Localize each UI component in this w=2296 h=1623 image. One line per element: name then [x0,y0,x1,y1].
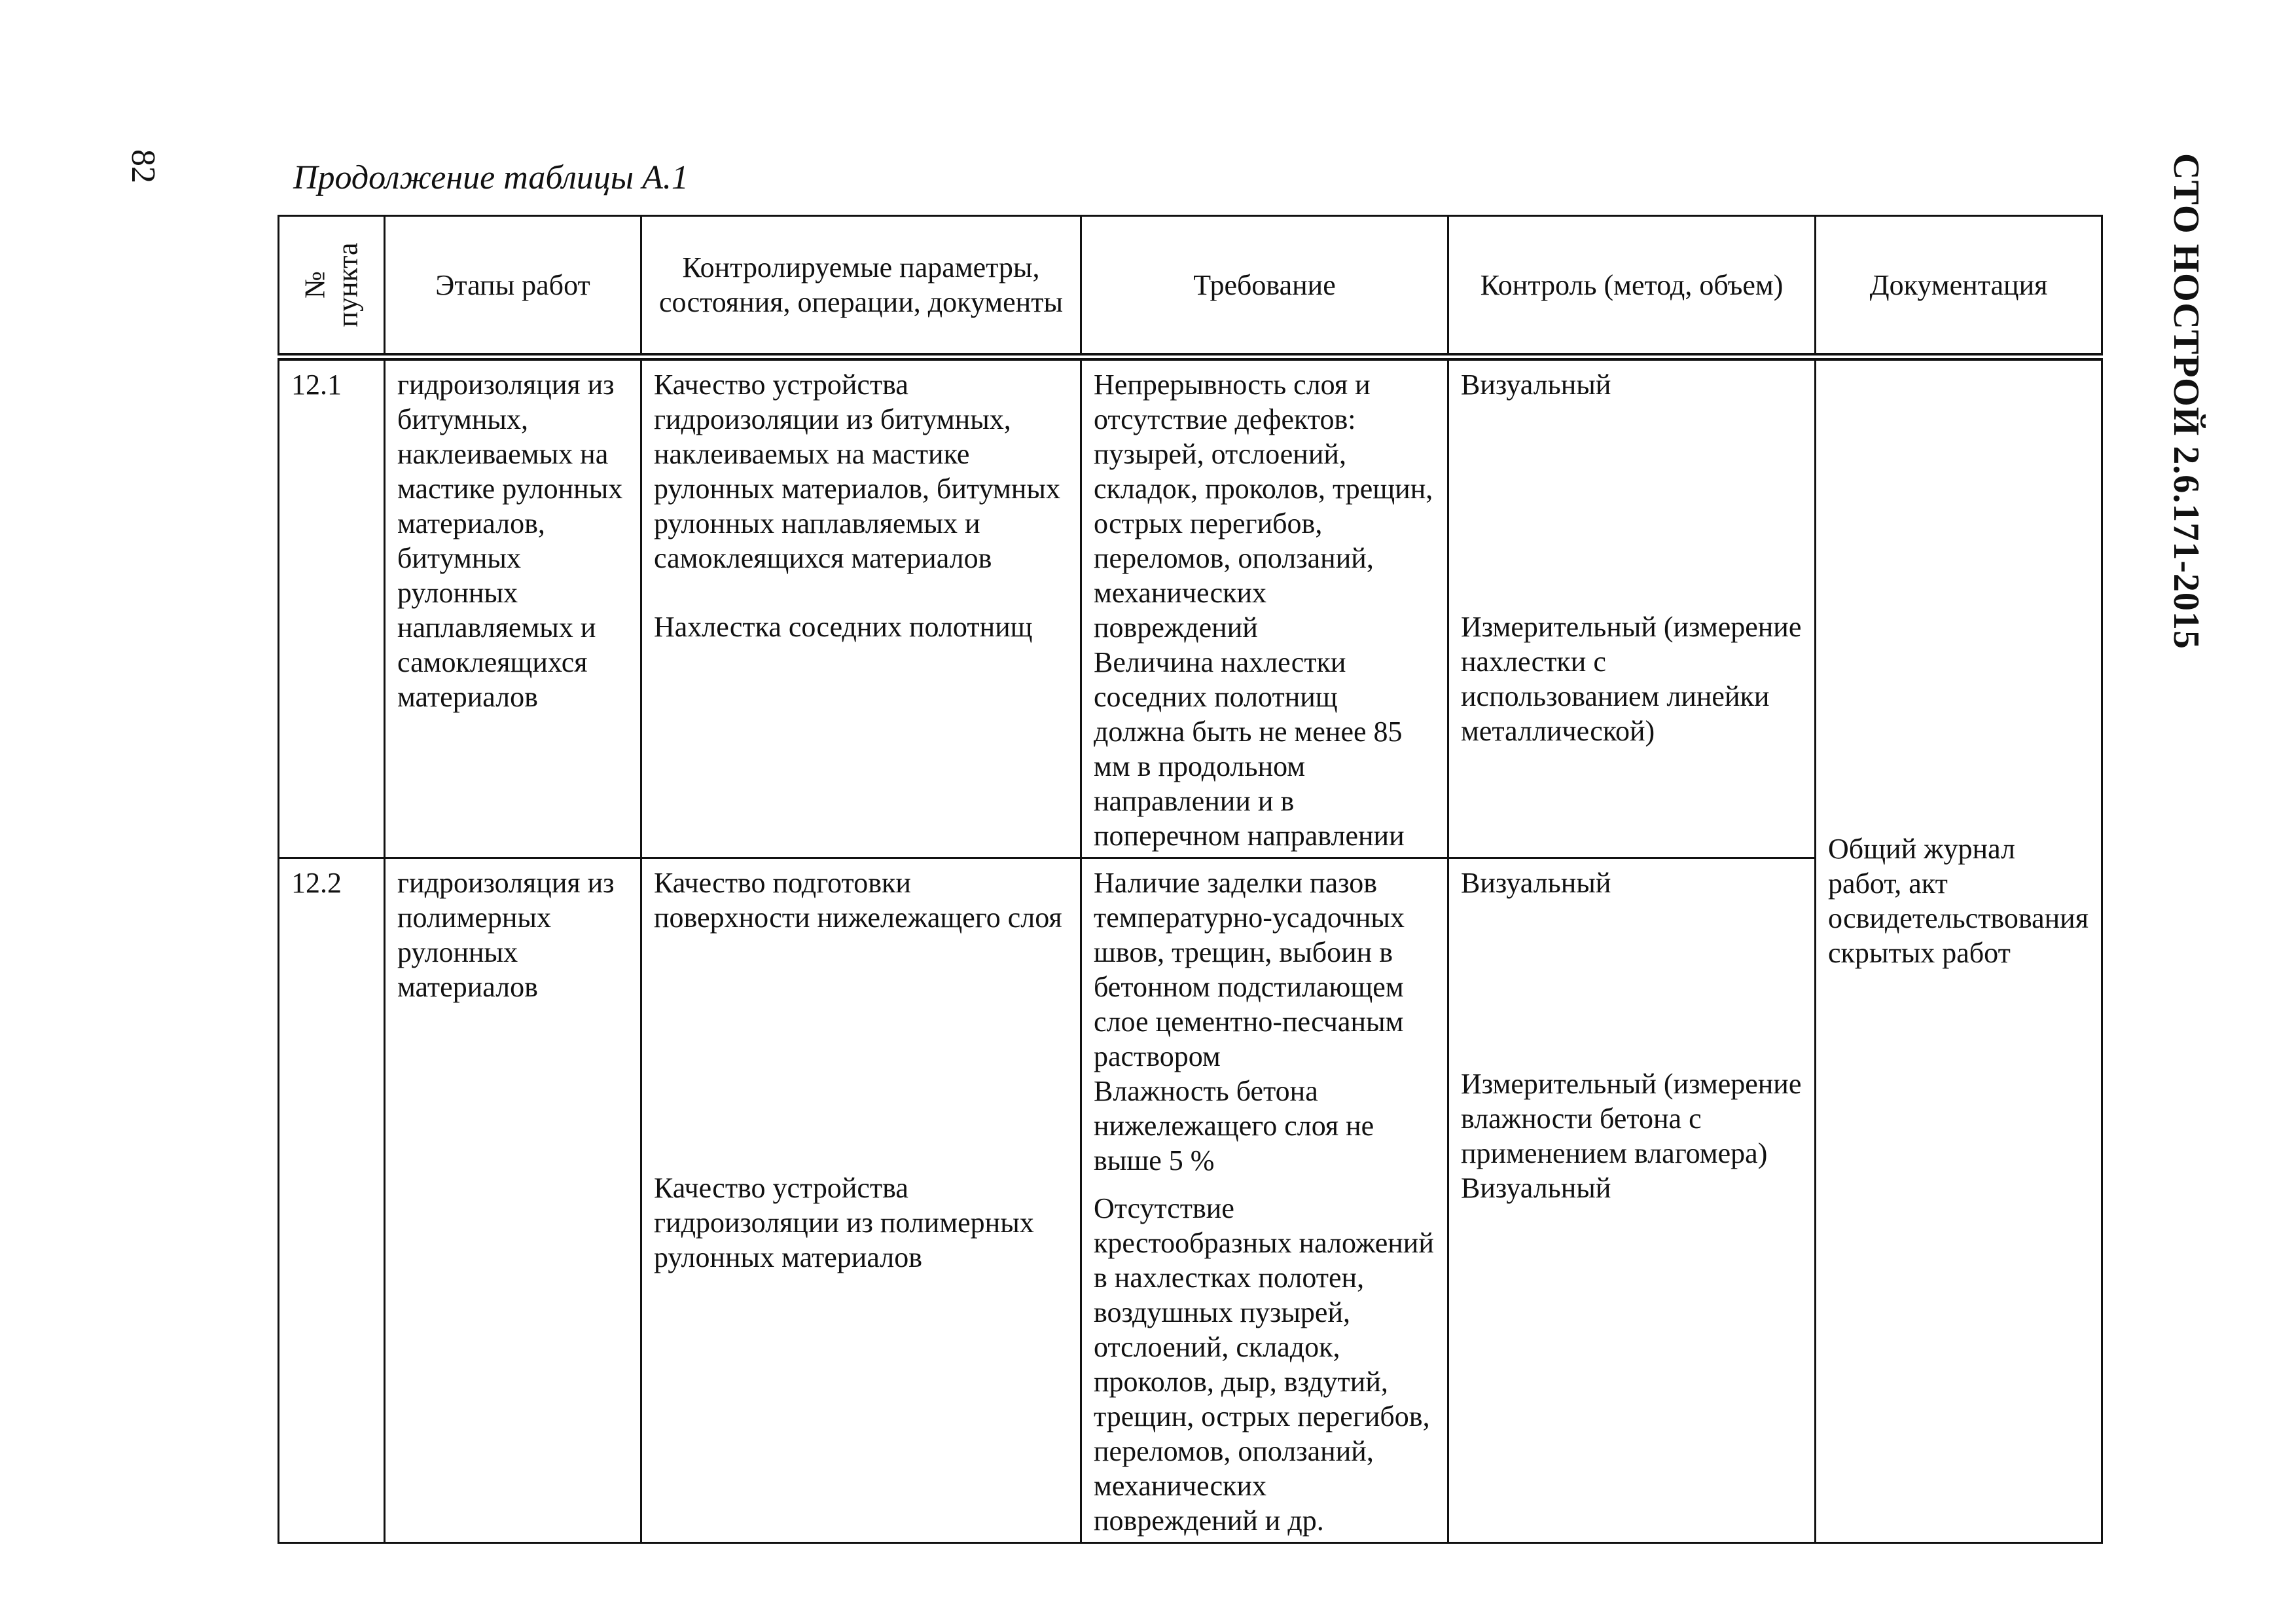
documentation-cell [1816,357,2102,1543]
control-item: Визуальный [1461,1172,1611,1204]
page-number: 82 [124,149,162,183]
standard-code-header: СТО НОСТРОЙ 2.6.171-2015 [2166,153,2206,649]
header-documentation: Документация [1816,216,2102,357]
header-num-word: пункта [331,242,364,327]
row-parameters [641,858,1081,1543]
header-control: Контроль (метод, объем) [1448,216,1816,357]
parameter-item: Нахлестка соседних полотнищ [654,611,1033,643]
row-requirements [1081,357,1448,858]
table-continuation-title: Продолжение таблицы А.1 [293,159,689,196]
header-item-number [279,216,385,357]
row-stage: гидроизоляция из полимерных рулонных материалов [385,858,641,1543]
header-parameters: Контролируемые параметры, состояния, операции, документы [641,216,1081,357]
parameter-item: Качество устройства гидроизоляции из битумных, наклеиваемых на мастике рулонных материалов, битумных рулонных наплавляемых и самоклеящихся материалов [654,369,1060,574]
row-number: 12.2 [279,858,385,1543]
row-controls [1448,357,1816,858]
parameter-item: Качество устройства гидроизоляции из полимерных рулонных материалов [654,1172,1034,1273]
row-controls [1448,858,1816,1543]
header-requirement: Требование [1081,216,1448,357]
header-num-symbol: № [298,270,331,299]
requirement-item: Наличие заделки пазов температурно-усадочных швов, трещин, выбоин в бетонном подстилающем слое цементно-песчаным раствором [1094,867,1405,1072]
documentation-text: Общий журнал работ, акт освидетельствования скрытых работ [1828,833,2089,969]
parameter-item: Качество подготовки поверхности нижележащего слоя [654,867,1062,934]
control-item: Измерительный (измерение нахлестки с использованием линейки металлической) [1461,611,1802,747]
row-stage: гидроизоляция из битумных, наклеиваемых на мастике рулонных материалов, битумных рулонных наплавляемых и самоклеящихся материалов [385,357,641,858]
control-item: Визуальный [1461,369,1611,401]
row-parameters [641,357,1081,858]
requirement-item: Непрерывность слоя и отсутствие дефектов: пузырей, отслоений, складок, проколов, трещин, острых перегибов, переломов, оползаний, механических повреждений [1094,369,1433,644]
table-row [279,357,2102,858]
requirement-item: Величина нахлестки соседних полотнищ должна быть не менее 85 мм в продольном направлении и в поперечном направлении [1094,646,1405,852]
control-table [278,215,2103,1544]
table-header-row [279,216,2102,357]
requirement-item: Отсутствие крестообразных наложений в нахлестках полотен, воздушных пузырей, отслоений, складок, проколов, дыр, вздутий, трещин, острых перегибов, переломов, оползаний, механических повреждений и др. [1094,1192,1434,1537]
control-item: Измерительный (измерение влажности бетона с применением влагомера) [1461,1068,1802,1169]
control-item: Визуальный [1461,867,1611,899]
row-requirements [1081,858,1448,1543]
requirement-item: Влажность бетона нижележащего слоя не выше 5 % [1094,1075,1374,1176]
header-stages: Этапы работ [385,216,641,357]
row-number: 12.1 [279,357,385,858]
